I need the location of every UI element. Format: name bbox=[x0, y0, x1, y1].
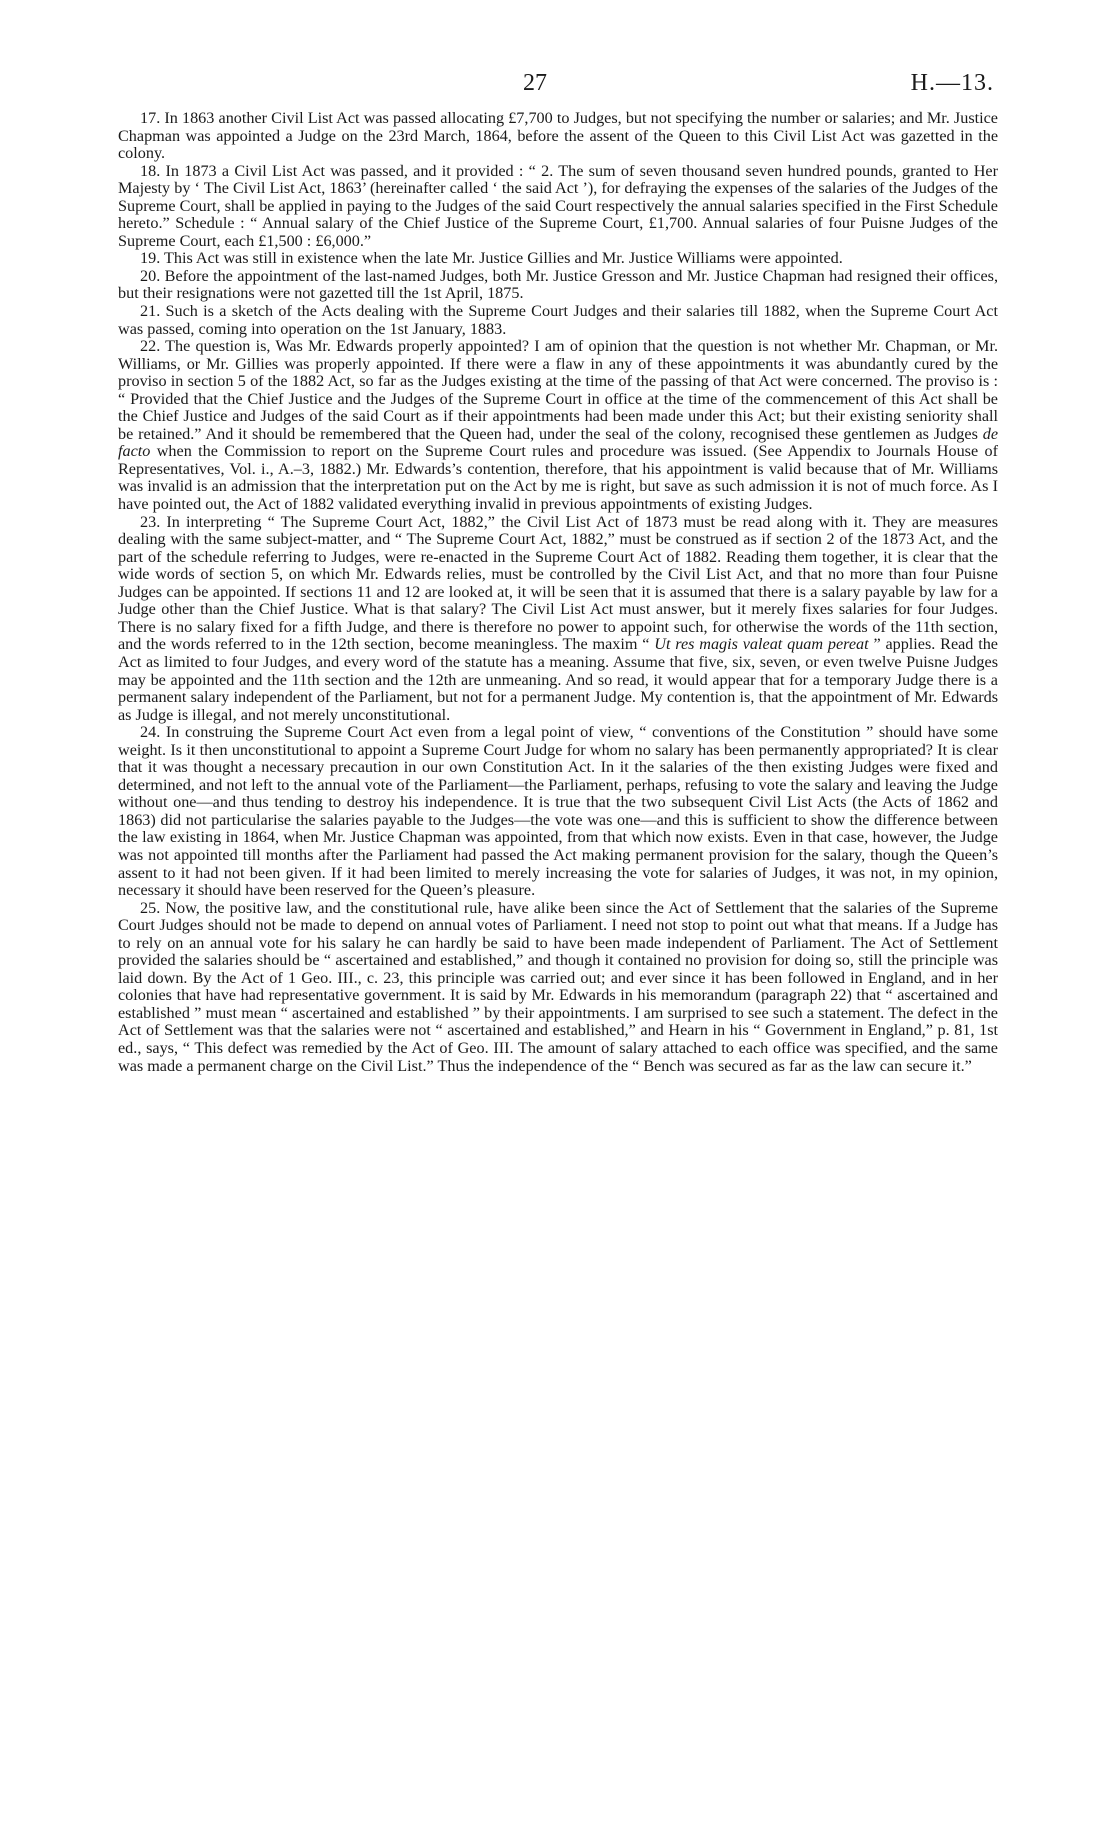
paragraph-23-part-a: 23. In interpreting “ The Supreme Court Act, 1882,” the Civil List Act of 1873 must be read along with it. They are measures dealing with the same subject-matter, and “ The Supreme Court Act, 1882,” must be construed as if section 2 of the 1873 Act, and the part of the schedule referring to Judges, were re-enacted in the Supreme Court Act of 1882. Reading them together, it is clear that the wide words of section 5, on which Mr. Edwards relies, must be controlled by the Civil List Act, and that no more than four Puisne Judges can be appointed. If sections 11 and 12 are looked at, it will be seen that it is assumed that there is a salary payable by law for a Judge other than the Chief Justice. What is that salary? The Civil List Act must answer, but it merely fixes salaries for four Judges. There is no salary fixed for a fifth Judge, and there is therefore no power to appoint such, for otherwise the words of the 11th section, and the words referred to in the 12th section, become meaningless. The maxim “ bbox=[118, 512, 998, 654]
paragraph-22-italic: de facto bbox=[118, 424, 998, 461]
paragraph-23 bbox=[118, 514, 998, 725]
paragraph-20: 20. Before the appointment of the last-named Judges, both Mr. Justice Gresson and Mr. Justice Chapman had resigned their offices, but their resignations were not gazetted till the 1st April, 1875. bbox=[118, 266, 998, 303]
page-header bbox=[0, 70, 1114, 104]
paragraph-18: 18. In 1873 a Civil List Act was passed, and it provided : “ 2. The sum of seven thousand seven hundred pounds, granted to Her Majesty by ‘ The Civil List Act, 1863’ (hereinafter called ‘ the said Act ’), for defraying the expenses of the salaries of the Judges of the Supreme Court, shall be applied in paying to the Judges of the said Court respectively the annual salaries specified in the First Schedule hereto.” Schedule : “ Annual salary of the Chief Justice of the Supreme Court, £1,700. Annual salaries of four Puisne Judges of the Supreme Court, each £1,500 : £6,000.” bbox=[118, 161, 998, 250]
paragraph-17: 17. In 1863 another Civil List Act was passed allocating £7,700 to Judges, but not specifying the number or salaries; and Mr. Justice Chapman was appointed a Judge on the 23rd March, 1864, before the assent of the Queen to this Civil List Act was gazetted in the colony. bbox=[118, 109, 998, 163]
paragraph-19: 19. This Act was still in existence when the late Mr. Justice Gillies and Mr. Justice Williams were appointed. bbox=[140, 249, 843, 268]
paragraph-21: 21. Such is a sketch of the Acts dealing with the Supreme Court Judges and their salaries till 1882, when the Supreme Court Act was passed, coming into operation on the 1st January, 1883. bbox=[118, 302, 998, 338]
paragraph-23-part-b: ” applies. Read the Act as limited to four Judges, and every word of the statute has a meaning. Assume that five, six, seven, or even twelve Puisne Judges may be appointed and the 11th section and the 12th are unmeaning. And so read, it would appear that for a temporary Judge there is a permanent salary independent of the Parliament, but not for a permanent Judge. My contention is, that the appointment of Mr. Edwards as Judge is illegal, and not merely unconstitutional. bbox=[118, 635, 998, 724]
paragraph-23-italic: Ut res magis valeat quam pereat bbox=[654, 635, 869, 654]
page-number: 27 bbox=[523, 70, 547, 96]
paragraph-22 bbox=[118, 338, 998, 513]
paragraph-25: 25. Now, the positive law, and the constitutional rule, have alike been since the Act of Settlement that the salaries of the Supreme Court Judges should not be made to depend on annual votes of Parliament. I need not stop to point out what that means. If a Judge has to rely on an annual vote for his salary he can hardly be said to have been made independent of Parliament. The Act of Settlement provided the salaries should be “ ascertained and established,” and though it contained no provision for doing so, still the principle was laid down. By the Act of 1 Geo. III., c. 23, this principle was carried out; and ever since it has been followed in England, and in her colonies that have had representative government. It is said by Mr. Edwards in his memorandum (paragraph 22) that “ ascertained and established ” must mean “ ascertained and established ” by their appointments. I am surprised to see such a statement. The defect in the Act of Settlement was that the salaries were not “ ascertained and established,” and Hearn in his “ Government in England,” p. 81, 1st ed., says, “ This defect was remedied by the Act of Geo. III. The amount of salary attached to each office was specified, and the same was made a permanent charge on the Civil List.” Thus the independence of the “ Bench was secured as far as the law can secure it.” bbox=[118, 898, 998, 1075]
paragraph-24: 24. In construing the Supreme Court Act even from a legal point of view, “ conventions of the Constitution ” should have some weight. Is it then unconstitutional to appoint a Supreme Court Judge for whom no salary has been permanently appropriated? It is clear that it was thought a necessary precaution in our own Constitution Act. In it the salaries of the then existing Judges were fixed and determined, and not left to the annual vote of the Parliament—the Parliament, perhaps, refusing to vote the salary and leaving the Judge without one—and thus tending to destroy his independence. It is true that the two subsequent Civil List Acts (the Acts of 1862 and 1863) did not particularise the salaries payable to the Judges—the vote was one—and this is sufficient to show the difference between the law existing in 1864, when Mr. Justice Chapman was appointed, from that which now exists. Even in that case, however, the Judge was not appointed till months after the Parliament had passed the Act making permanent provision for the salary, though the Queen’s assent to it had not been given. If it had been limited to merely increasing the vote for salaries of Judges, it was not, in my opinion, necessary it should have been reserved for the Queen’s pleasure. bbox=[118, 723, 998, 900]
document-reference: H.—13. bbox=[910, 70, 994, 96]
paragraph-22-part-a: 22. The question is, Was Mr. Edwards properly appointed? I am of opinion that the question is not whether Mr. Chapman, or Mr. Williams, or Mr. Gillies was properly appointed. If there were a flaw in any of these appointments it was abundantly cured by the proviso in section 5 of the 1882 Act, so far as the Judges existing at the time of the passing of that Act were concerned. The proviso is : “ Provided that the Chief Justice and the Judges of the Supreme Court in office at the time of the commencement of this Act shall be the Chief Justice and Judges of the said Court as if their appointments had been made under this Act; but their existing seniority shall be retained.” And it should be remembered that the Queen had, under the seal of the colony, recognised these gentlemen as Judges bbox=[118, 337, 998, 443]
body-text bbox=[118, 110, 998, 1075]
paragraph-22-part-b: when the Commission to report on the Supreme Court rules and procedure was issued. (See Appendix to Journals House of Representatives, Vol. i., A.–3, 1882.) Mr. Edwards’s contention, therefore, that his appointment is valid because that of Mr. Williams was invalid is an admission that the interpretation put on the Act by me is right, but save as such admission it is not of much force. As I have pointed out, the Act of 1882 validated everything invalid in previous appointments of existing Judges. bbox=[118, 442, 998, 514]
